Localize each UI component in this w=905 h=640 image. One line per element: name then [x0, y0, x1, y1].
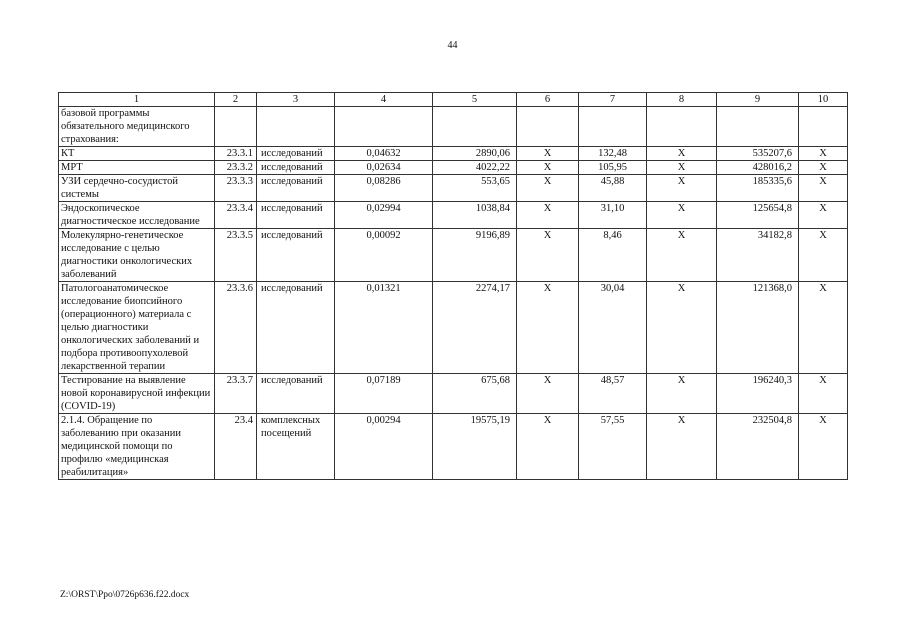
column-header: 8 — [647, 93, 717, 107]
norm-cost-cell: 2274,17 — [433, 282, 517, 374]
norm-volume-cell: 0,04632 — [335, 147, 433, 161]
code-cell: 23.4 — [215, 414, 257, 480]
column-header: 10 — [799, 93, 848, 107]
table-row — [59, 161, 848, 175]
norm-cost-cell: 9196,89 — [433, 229, 517, 282]
x-cell: Х — [799, 229, 848, 282]
norm-cost-cell: 553,65 — [433, 175, 517, 202]
column-header: 2 — [215, 93, 257, 107]
norm-cost-cell — [433, 107, 517, 147]
x-cell: Х — [517, 229, 579, 282]
column-header: 6 — [517, 93, 579, 107]
norm-volume-cell: 0,02994 — [335, 202, 433, 229]
service-name-cell: УЗИ сердечно-сосудистой системы — [59, 175, 215, 202]
column-header: 5 — [433, 93, 517, 107]
column-header: 4 — [335, 93, 433, 107]
norm-cost-cell: 4022,22 — [433, 161, 517, 175]
per-capita-cell: 45,88 — [579, 175, 647, 202]
x-cell: Х — [517, 147, 579, 161]
page-number: 44 — [447, 40, 458, 51]
per-capita-cell: 57,55 — [579, 414, 647, 480]
amount-cell: 535207,6 — [717, 147, 799, 161]
x-cell: Х — [517, 175, 579, 202]
unit-cell: исследований — [257, 202, 335, 229]
norm-volume-cell: 0,08286 — [335, 175, 433, 202]
unit-cell: исследований — [257, 229, 335, 282]
per-capita-cell: 105,95 — [579, 161, 647, 175]
x-cell: Х — [799, 282, 848, 374]
table-row — [59, 414, 848, 480]
code-cell — [215, 107, 257, 147]
service-name-cell: Тестирование на выявление новой коронавирусной инфекции (COVID-19) — [59, 374, 215, 414]
code-cell: 23.3.1 — [215, 147, 257, 161]
x-cell: Х — [517, 374, 579, 414]
service-name-cell: Эндоскопическое диагностическое исследование — [59, 202, 215, 229]
norm-cost-cell: 19575,19 — [433, 414, 517, 480]
x-cell: Х — [799, 414, 848, 480]
x-cell: Х — [647, 175, 717, 202]
amount-cell — [717, 107, 799, 147]
document-file-path: Z:\ORST\Ppo\0726p636.f22.docx — [60, 590, 190, 600]
amount-cell: 196240,3 — [717, 374, 799, 414]
unit-cell: исследований — [257, 161, 335, 175]
code-cell: 23.3.2 — [215, 161, 257, 175]
per-capita-cell — [579, 107, 647, 147]
norm-volume-cell: 0,00092 — [335, 229, 433, 282]
x-cell — [647, 107, 717, 147]
service-name-cell: КТ — [59, 147, 215, 161]
norm-cost-cell: 2890,06 — [433, 147, 517, 161]
amount-cell: 125654,8 — [717, 202, 799, 229]
per-capita-cell: 48,57 — [579, 374, 647, 414]
per-capita-cell: 30,04 — [579, 282, 647, 374]
x-cell: Х — [647, 202, 717, 229]
amount-cell: 428016,2 — [717, 161, 799, 175]
norm-cost-cell: 1038,84 — [433, 202, 517, 229]
column-header: 7 — [579, 93, 647, 107]
x-cell: Х — [799, 175, 848, 202]
service-name-cell: 2.1.4. Обращение по заболеванию при оказании медицинской помощи по профилю «медицинская реабилитация» — [59, 414, 215, 480]
column-header: 1 — [59, 93, 215, 107]
service-name-cell: Молекулярно-генетическое исследование с целью диагностики онкологических заболеваний — [59, 229, 215, 282]
x-cell: Х — [647, 147, 717, 161]
norm-volume-cell — [335, 107, 433, 147]
header-row — [59, 93, 848, 107]
amount-cell: 121368,0 — [717, 282, 799, 374]
table-row — [59, 282, 848, 374]
x-cell — [517, 107, 579, 147]
unit-cell: исследований — [257, 175, 335, 202]
norm-volume-cell: 0,02634 — [335, 161, 433, 175]
column-header: 3 — [257, 93, 335, 107]
amount-cell: 232504,8 — [717, 414, 799, 480]
x-cell: Х — [647, 229, 717, 282]
norm-volume-cell: 0,00294 — [335, 414, 433, 480]
unit-cell: комплексных посещений — [257, 414, 335, 480]
table-row — [59, 374, 848, 414]
x-cell: Х — [799, 202, 848, 229]
x-cell: Х — [517, 202, 579, 229]
code-cell: 23.3.3 — [215, 175, 257, 202]
table-row — [59, 202, 848, 229]
table-row — [59, 107, 848, 147]
x-cell: Х — [517, 161, 579, 175]
x-cell: Х — [799, 374, 848, 414]
table-row — [59, 147, 848, 161]
unit-cell: исследований — [257, 374, 335, 414]
service-name-cell: базовой программы обязательного медицинского страхования: — [59, 107, 215, 147]
table-row — [59, 229, 848, 282]
data-table — [58, 92, 848, 480]
amount-cell: 34182,8 — [717, 229, 799, 282]
table-row — [59, 175, 848, 202]
x-cell: Х — [517, 282, 579, 374]
norm-volume-cell: 0,07189 — [335, 374, 433, 414]
x-cell: Х — [517, 414, 579, 480]
per-capita-cell: 8,46 — [579, 229, 647, 282]
unit-cell: исследований — [257, 147, 335, 161]
amount-cell: 185335,6 — [717, 175, 799, 202]
per-capita-cell: 31,10 — [579, 202, 647, 229]
x-cell: Х — [647, 161, 717, 175]
unit-cell — [257, 107, 335, 147]
service-name-cell: Патологоанатомическое исследование биопсийного (операционного) материала с целью диагностики онкологических заболеваний и подбора противоопухолевой лекарственной терапии — [59, 282, 215, 374]
code-cell: 23.3.5 — [215, 229, 257, 282]
x-cell: Х — [647, 282, 717, 374]
x-cell: Х — [799, 147, 848, 161]
table-body — [59, 107, 848, 480]
per-capita-cell: 132,48 — [579, 147, 647, 161]
code-cell: 23.3.4 — [215, 202, 257, 229]
code-cell: 23.3.6 — [215, 282, 257, 374]
x-cell: Х — [799, 161, 848, 175]
x-cell: Х — [647, 374, 717, 414]
norm-cost-cell: 675,68 — [433, 374, 517, 414]
code-cell: 23.3.7 — [215, 374, 257, 414]
column-header: 9 — [717, 93, 799, 107]
x-cell: Х — [647, 414, 717, 480]
service-name-cell: МРТ — [59, 161, 215, 175]
unit-cell: исследований — [257, 282, 335, 374]
x-cell — [799, 107, 848, 147]
norm-volume-cell: 0,01321 — [335, 282, 433, 374]
